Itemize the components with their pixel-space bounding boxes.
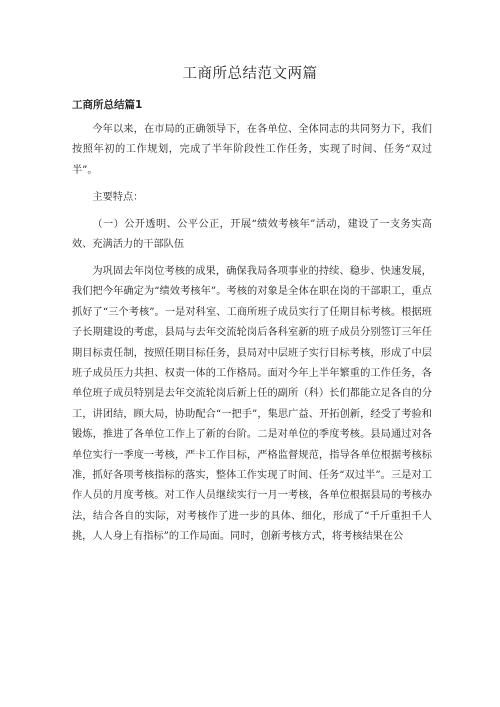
section-heading: 工商所总结篇1 xyxy=(72,99,143,111)
document-title: 工商所总结范文两篇 xyxy=(182,66,318,82)
paragraph-item-one: （一）公开透明、公平公正，开展“绩效考核年”活动，建设了一支务实高效、充满活力的干部队伍 xyxy=(72,218,432,251)
paragraph-features-label: 主要特点： xyxy=(92,191,144,203)
paragraph-assessment: 为巩固去年岗位考核的成果，确保我局各项事业的持续、稳步、快速发展，我们把今年确定为“绩效考核年”。考核的对象是全体在职在岗的干部职工，重点抓好了“三个考核”。一是对科室、工商所班子成员实行了任期目标考核。根据班子长期建设的考虑，县局与去年交流轮岗后各科室新的班子成员分别签订三年任期目标责任制，按照任期目标任务，县局对中层班子实行目标考核，形成了中层班子成员压力共担、权责一体的工作格局。面对今年上半年繁重的工作任务，各单位班子成员特别是去年交流轮岗后新上任的副所（科）长们都能立足各自的分工，讲团结，顾大局，协助配合“一把手”，集思广益、开拓创新，经受了考验和锻炼，推进了各单位工作上了新的台阶。二是对单位的季度考核。县局通过对各单位实行一季度一考核，严卡工作目标，严格监督规范，指导各单位根据考核标准，抓好各项考核指标的落实，整体工作实现了时间、任务“双过半”。三是对工作人员的月度考核。对工作人员继续实行一月一考核，各单位根据县局的考核办法，结合各自的实际，对考核作了进一步的具体、细化，形成了“千斤重担千人挑，人人身上有指标”的工作局面。同时，创新考核方式，将考核结果在公 xyxy=(72,265,432,543)
paragraph-intro: 今年以来，在市局的正确领导下，在各单位、全体同志的共同努力下，我们按照年初的工作规划，完成了半年阶段性工作任务，实现了时间、任务“双过半”。 xyxy=(72,124,432,176)
document-body xyxy=(72,120,432,554)
